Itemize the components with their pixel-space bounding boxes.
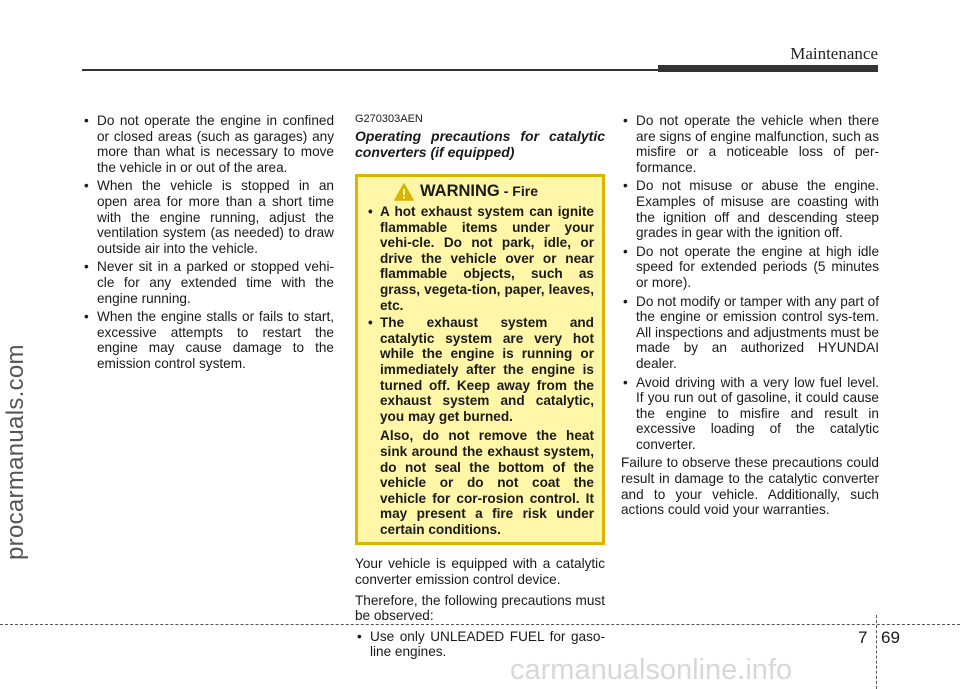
column-2 bbox=[355, 113, 605, 663]
catalytic-precautions-list bbox=[621, 113, 879, 452]
list-item: • The exhaust system and catalytic system are very hot while the engine is running or immediately after the engine is turned off. Keep away from the exhaust system and catalytic, you may get burned. bbox=[366, 315, 594, 424]
bottom-watermark: carmanualsonline.info bbox=[510, 654, 793, 686]
list-item: • Do not modify or tamper with any part of the engine or emission control sys-tem. All inspections and adjustments must be made by an authorized HYUNDAI dealer. bbox=[621, 294, 879, 372]
section-title: Operating precautions for catalytic converters (if equipped) bbox=[355, 128, 605, 160]
warning-triangle-icon bbox=[394, 183, 414, 201]
header-rule-thin bbox=[82, 69, 660, 71]
chapter-number: 7 bbox=[858, 628, 868, 647]
paragraph: Failure to observe these precautions could result in damage to the catalytic converter and to your vehicle. Additionally, such actions could void your warranties. bbox=[621, 455, 879, 518]
list-item: • Do not operate the engine in confined or closed areas (such as garages) any more than what is necessary to move the vehicle in or out of the area. bbox=[82, 113, 334, 175]
warning-subtitle: - Fire bbox=[503, 183, 538, 200]
header-rule-thick bbox=[658, 65, 878, 72]
column-3 bbox=[621, 113, 879, 523]
list-item: • Use only UNLEADED FUEL for gaso-line engines. bbox=[355, 629, 605, 660]
page-header-title: Maintenance bbox=[790, 44, 878, 63]
footer-divider bbox=[876, 615, 877, 689]
page-number: 69 bbox=[881, 628, 900, 647]
section-code: G270303AEN bbox=[355, 113, 423, 125]
engine-precautions-list bbox=[82, 113, 334, 372]
footer-rule bbox=[0, 624, 960, 625]
warning-header bbox=[366, 183, 594, 201]
warning-extra-text: Also, do not remove the heat sink around the exhaust system, do not seal the bottom of the vehicle or do not coat the vehicle for cor-rosion control. It may present a fire risk under certain conditions. bbox=[380, 428, 594, 537]
list-item: • Do not misuse or abuse the engine. Examples of misuse are coasting with the ignition off and descending steep grades in gear with the ignition off. bbox=[621, 178, 879, 240]
warning-title: WARNING bbox=[420, 182, 500, 201]
fire-warning-box bbox=[355, 174, 605, 545]
list-item: • Never sit in a parked or stopped vehi-cle for any extended time with the engine running. bbox=[82, 259, 334, 306]
list-item: • When the engine stalls or fails to start, excessive attempts to restart the engine may cause damage to the emission control system. bbox=[82, 309, 334, 371]
list-item: • A hot exhaust system can ignite flammable items under your vehi-cle. Do not park, idle, or drive the vehicle over or near flammable objects, such as grass, vegeta-tion, paper, leaves, etc. bbox=[366, 204, 594, 313]
list-item: • Avoid driving with a very low fuel level. If you run out of gasoline, it could cause the engine to misfire and result in excessive loading of the catalytic converter. bbox=[621, 375, 879, 453]
list-item: • Do not operate the engine at high idle speed for extended periods (5 minutes or more). bbox=[621, 244, 879, 291]
paragraph: Your vehicle is equipped with a catalytic converter emission control device. bbox=[355, 556, 605, 588]
list-item: • When the vehicle is stopped in an open area for more than a short time with the engine running, adjust the ventilation system (as needed) to draw outside air into the vehicle. bbox=[82, 178, 334, 256]
column-1 bbox=[82, 113, 334, 375]
warning-list bbox=[366, 204, 594, 424]
list-item: • Do not operate the vehicle when there are signs of engine malfunction, such as misfire or a noticeable loss of per-formance. bbox=[621, 113, 879, 175]
paragraph: Therefore, the following precautions must be observed: bbox=[355, 592, 605, 624]
